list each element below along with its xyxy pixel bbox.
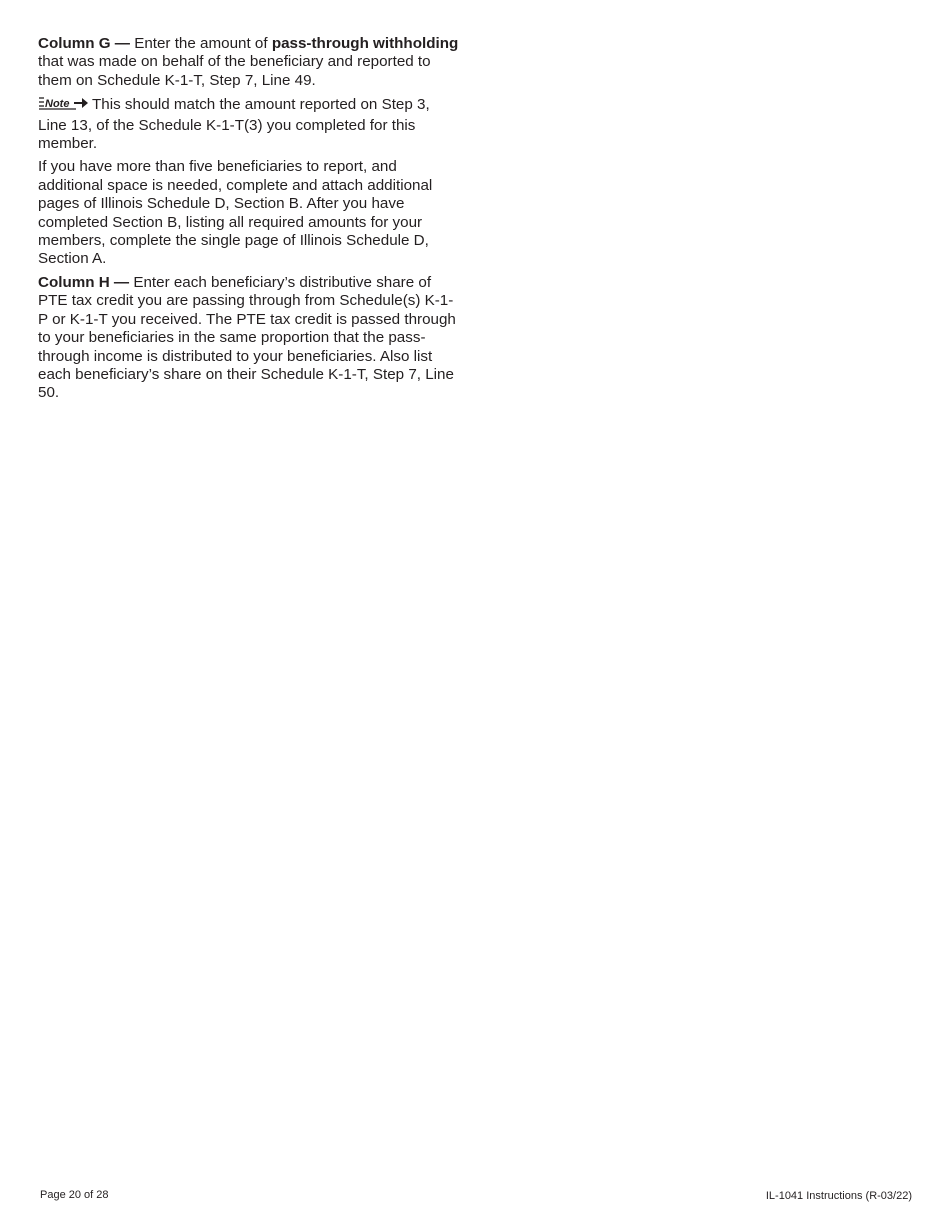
column-g-heading: Column G —: [38, 35, 130, 52]
note-text: This should match the amount reported on Step 3, Line 13, of the Schedule K-1-T(3) you completed for this member.: [38, 96, 430, 153]
column-g-paragraph: [38, 35, 462, 90]
note-icon-label: Note: [45, 98, 70, 111]
note-paragraph: [38, 95, 462, 153]
column-g-text-before: Enter the amount of: [129, 35, 272, 52]
form-identifier: IL-1041 Instructions (R-03/22): [765, 1190, 912, 1202]
column-g-bold-term: pass-through withholding: [271, 35, 459, 52]
column-h-paragraph: [38, 274, 462, 403]
note-arrow-icon: [38, 95, 88, 116]
column-h-text: Enter each beneficiary’s distributive share of PTE tax credit you are passing through from Schedule(s) K-1-P or K-1-T you received. The PTE tax credit is passed through to your beneficiaries in the same proportion that the pass-through income is distributed to your beneficiaries. Also list each beneficiary’s share on their Schedule K-1-T, Step 7, Line 50.: [38, 273, 456, 402]
page-number: Page 20 of 28: [40, 1189, 109, 1201]
instructions-column: [38, 35, 462, 408]
column-g-text-after: that was made on behalf of the beneficiary and reported to them on Schedule K-1-T, Step 7, Line 49.: [38, 53, 431, 89]
column-h-heading: Column H —: [38, 273, 130, 291]
beneficiaries-paragraph: If you have more than five beneficiaries to report, and additional space is needed, complete and attach additional pages of Illinois Schedule D, Section B. After you have completed Section B, listing all required amounts for your members, complete the single page of Illinois Schedule D, Section A.: [38, 158, 433, 268]
